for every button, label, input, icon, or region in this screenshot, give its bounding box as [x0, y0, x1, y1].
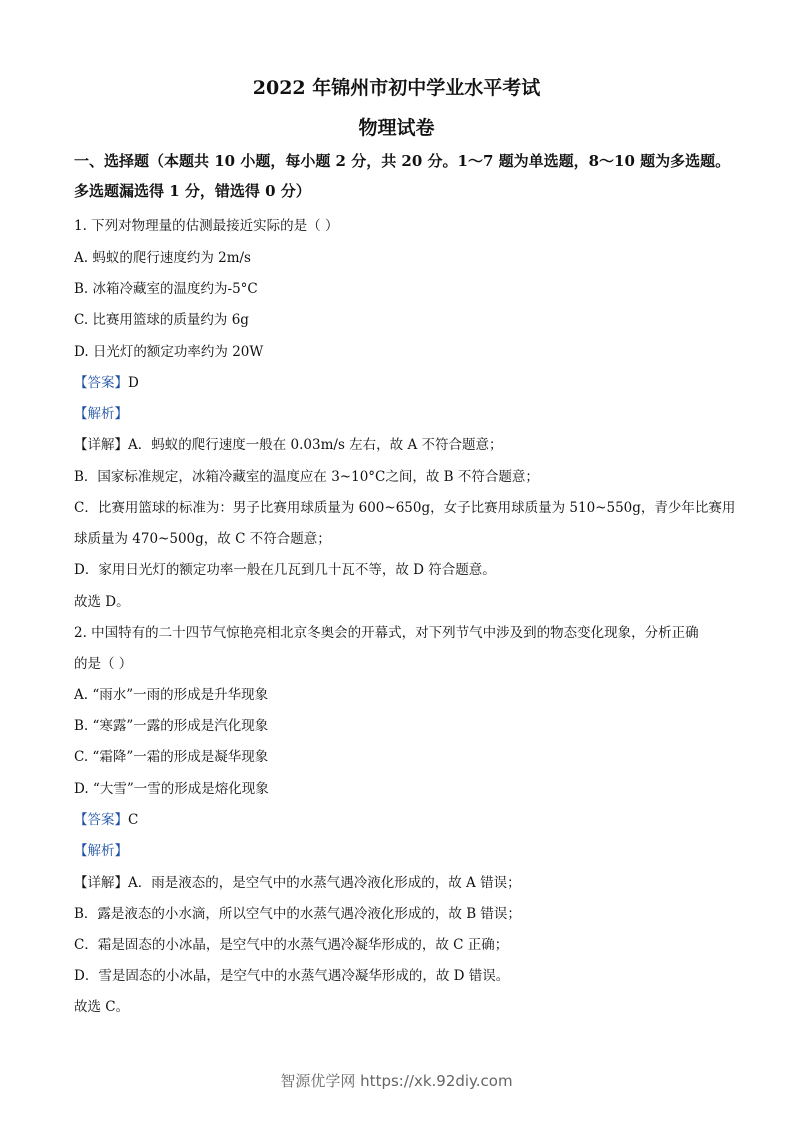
- q1-conclusion: 故选 D。: [74, 594, 130, 610]
- q2-detail-line: B．露是液态的小水滴，所以空气中的水蒸气遇冷液化形成的，故 B 错误；: [74, 906, 521, 922]
- document-title: 2022 年锦州市初中学业水平考试: [252, 77, 541, 99]
- q1-detail-line: [74, 433, 503, 453]
- q2-detail-line: C．霜是固态的小冰晶，是空气中的水蒸气遇冷凝华形成的，故 C 正确；: [74, 937, 509, 953]
- q1-analysis-tag: 【解析】: [74, 406, 128, 422]
- section-heading-line-1: 一、选择题（本题共 10 小题，每小题 2 分，共 20 分。1～7 题为单选题，8～10 题为多选题。: [74, 152, 731, 170]
- answer-tag: 【答案】: [74, 375, 128, 391]
- detail-tag: 【详解】: [74, 437, 128, 453]
- q1-detail-line: C．比赛用篮球的标准为：男子比赛用球质量为 600~650g，女子比赛用球质量为 510~550g，青少年比赛用: [74, 500, 736, 516]
- q1-option-b: B. 冰箱冷藏室的温度约为-5°C: [74, 281, 258, 297]
- q2-stem-line-1: 2. 中国特有的二十四节气惊艳亮相北京冬奥会的开幕式，对下列节气中涉及到的物态变化现象，分析正确: [74, 625, 699, 641]
- q2-analysis-tag: 【解析】: [74, 843, 128, 859]
- q2-option-b: B. “寒露”一露的形成是汽化现象: [74, 718, 269, 734]
- q2-detail-line: [74, 871, 521, 891]
- q1-detail-line: D．家用日光灯的额定功率一般在几瓦到几十瓦不等，故 D 符合题意。: [74, 562, 496, 578]
- q2-detail-line: D．雪是固态的小冰晶，是空气中的水蒸气遇冷凝华形成的，故 D 错误。: [74, 968, 510, 984]
- q2-answer: [74, 808, 138, 828]
- q2-conclusion: 故选 C。: [74, 999, 130, 1015]
- q1-option-d: D. 日光灯的额定功率约为 20W: [74, 344, 264, 360]
- q1-stem: 1. 下列对物理量的估测最接近实际的是（ ）: [74, 218, 339, 234]
- section-heading-line-2: 多选题漏选得 1 分，错选得 0 分）: [74, 182, 311, 200]
- q2-stem-line-2: 的是（ ）: [74, 656, 133, 672]
- document-subtitle: 物理试卷: [358, 117, 435, 139]
- q1-option-c: C. 比赛用篮球的质量约为 6g: [74, 312, 249, 328]
- detail-text: A．蚂蚁的爬行速度一般在 0.03m/s 左右，故 A 不符合题意；: [128, 437, 503, 453]
- q1-detail-line: B．国家标准规定，冰箱冷藏室的温度应在 3~10°C之间，故 B 不符合题意；: [74, 469, 539, 485]
- footer-watermark: 智源优学网 https://xk.92diy.com: [280, 1072, 513, 1090]
- q1-option-a: A. 蚂蚁的爬行速度约为 2m/s: [74, 250, 251, 266]
- answer-tag: 【答案】: [74, 812, 128, 828]
- q1-answer: [74, 371, 139, 391]
- q2-option-d: D. “大雪”一雪的形成是熔化现象: [74, 781, 269, 797]
- detail-text: A．雨是液态的，是空气中的水蒸气遇冷液化形成的，故 A 错误；: [128, 875, 521, 891]
- answer-value: C: [128, 812, 139, 828]
- detail-tag: 【详解】: [74, 875, 128, 891]
- answer-value: D: [128, 375, 139, 391]
- q1-detail-line: 球质量为 470~500g，故 C 不符合题意；: [74, 531, 331, 547]
- q2-option-c: C. “霜降”一霜的形成是凝华现象: [74, 749, 269, 765]
- q2-option-a: A. “雨水”一雨的形成是升华现象: [74, 687, 269, 703]
